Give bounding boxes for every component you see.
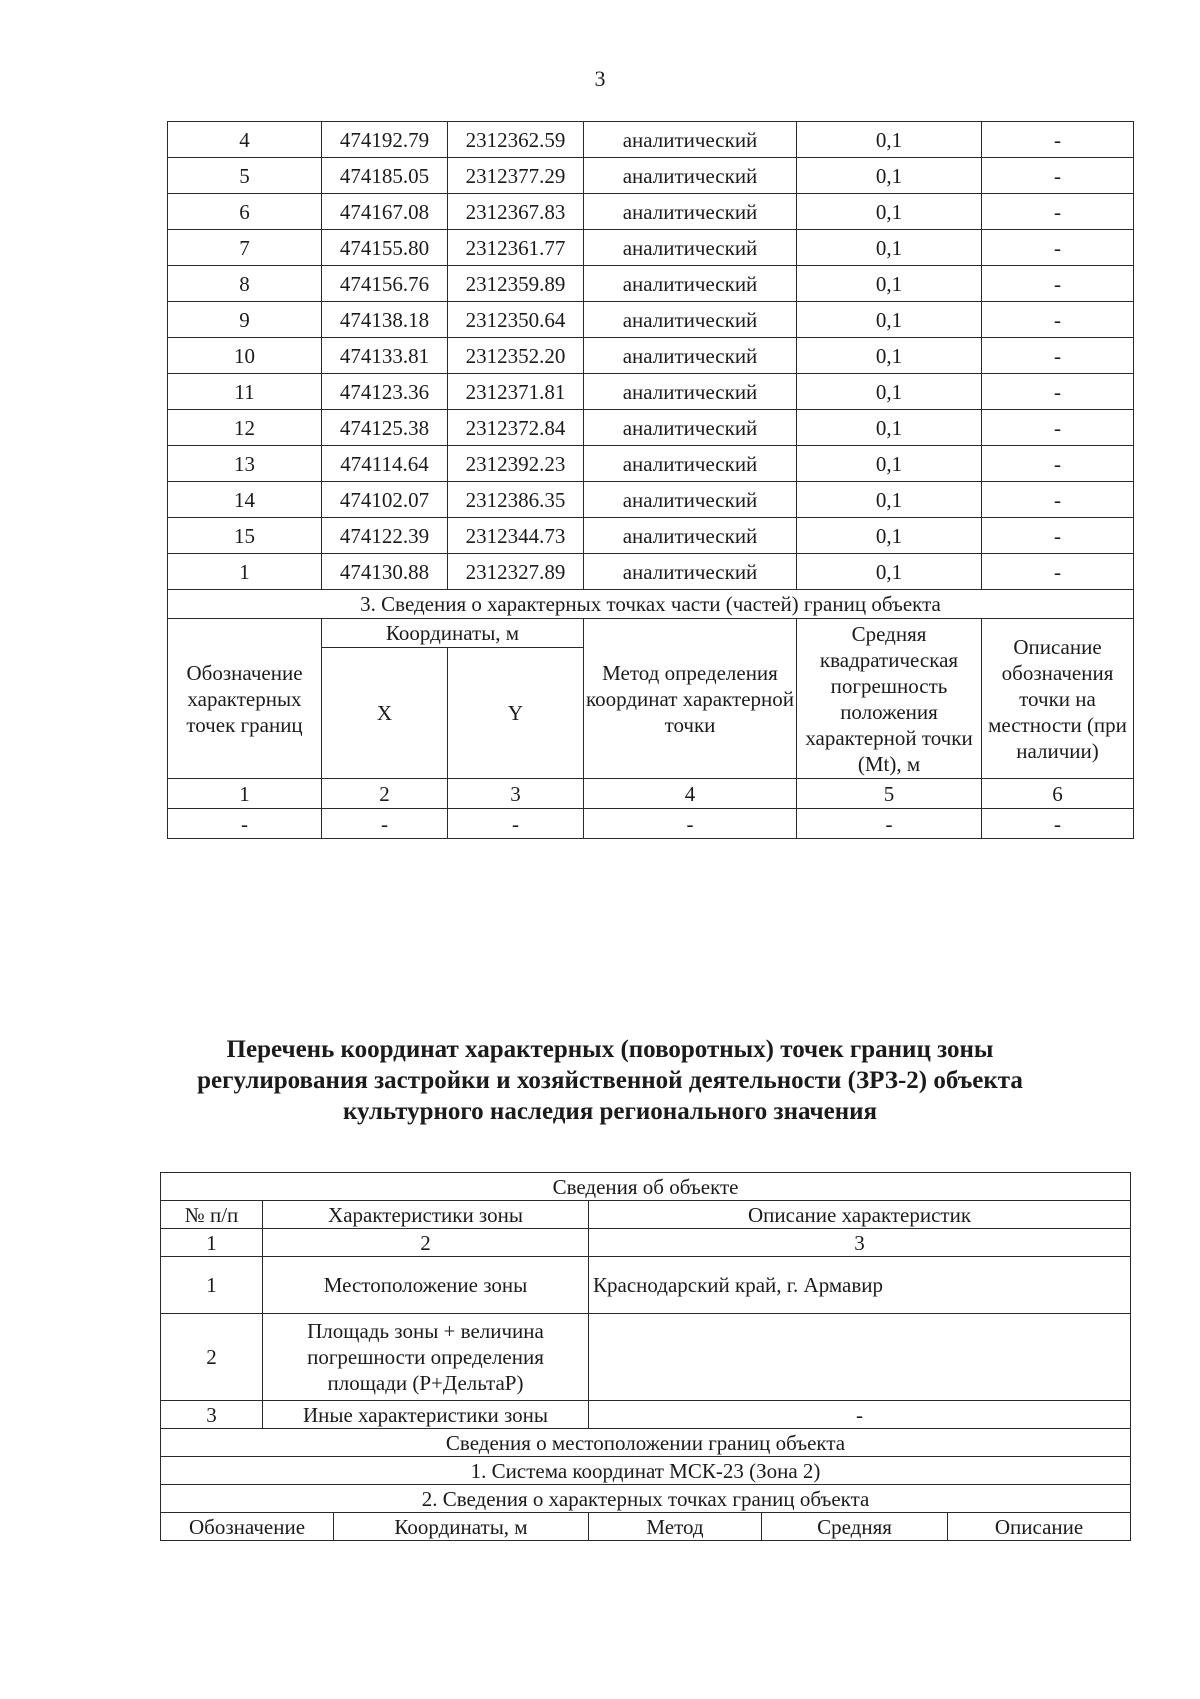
point-number: 15 bbox=[168, 518, 322, 554]
zone-row-value: - bbox=[589, 1401, 1131, 1429]
column-number: 6 bbox=[982, 779, 1134, 809]
column-number: 4 bbox=[584, 779, 797, 809]
bottom-header-description: Описание bbox=[948, 1513, 1131, 1541]
point-description: - bbox=[982, 194, 1134, 230]
point-error: 0,1 bbox=[797, 302, 982, 338]
zone-row bbox=[161, 1401, 1131, 1429]
point-description: - bbox=[982, 518, 1134, 554]
point-method: аналитический bbox=[584, 302, 797, 338]
point-error: 0,1 bbox=[797, 158, 982, 194]
point-method: аналитический bbox=[584, 482, 797, 518]
point-y: 2312352.20 bbox=[448, 338, 584, 374]
point-error: 0,1 bbox=[797, 230, 982, 266]
point-description: - bbox=[982, 554, 1134, 590]
point-method: аналитический bbox=[584, 158, 797, 194]
point-method: аналитический bbox=[584, 410, 797, 446]
point-number: 8 bbox=[168, 266, 322, 302]
point-number: 5 bbox=[168, 158, 322, 194]
header-x: X bbox=[322, 648, 448, 779]
column-numbers-row bbox=[168, 779, 1134, 809]
point-row bbox=[168, 230, 1134, 266]
point-row bbox=[168, 518, 1134, 554]
location-title: Сведения о местоположении границ объекта bbox=[161, 1429, 1131, 1457]
bottom-header-designation: Обозначение bbox=[161, 1513, 334, 1541]
point-x: 474155.80 bbox=[322, 230, 448, 266]
column-number: 5 bbox=[797, 779, 982, 809]
empty-cell: - bbox=[797, 809, 982, 839]
point-x: 474185.05 bbox=[322, 158, 448, 194]
column-number: 2 bbox=[263, 1229, 589, 1257]
boundary-points-table bbox=[167, 121, 1134, 839]
point-error: 0,1 bbox=[797, 122, 982, 158]
point-y: 2312386.35 bbox=[448, 482, 584, 518]
zone-row-value bbox=[589, 1314, 1131, 1401]
point-error: 0,1 bbox=[797, 194, 982, 230]
parts-section bbox=[168, 590, 1134, 839]
point-description: - bbox=[982, 266, 1134, 302]
point-x: 474192.79 bbox=[322, 122, 448, 158]
point-number: 9 bbox=[168, 302, 322, 338]
point-x: 474122.39 bbox=[322, 518, 448, 554]
point-description: - bbox=[982, 482, 1134, 518]
column-number: 1 bbox=[168, 779, 322, 809]
point-x: 474125.38 bbox=[322, 410, 448, 446]
zone-row bbox=[161, 1314, 1131, 1401]
bottom-header-row bbox=[161, 1513, 1131, 1541]
header-characteristics: Характеристики зоны bbox=[263, 1201, 589, 1229]
point-method: аналитический bbox=[584, 518, 797, 554]
zone-row-name: Местоположение зоны bbox=[263, 1257, 589, 1314]
point-number: 14 bbox=[168, 482, 322, 518]
point-x: 474138.18 bbox=[322, 302, 448, 338]
page-number: 3 bbox=[594, 66, 606, 91]
point-y: 2312327.89 bbox=[448, 554, 584, 590]
point-row bbox=[168, 374, 1134, 410]
zone-row bbox=[161, 1257, 1131, 1314]
point-error: 0,1 bbox=[797, 374, 982, 410]
point-row bbox=[168, 194, 1134, 230]
coord-system: 1. Система координат МСК-23 (Зона 2) bbox=[161, 1457, 1131, 1485]
points-table-body bbox=[168, 122, 1134, 590]
zone-heading: Перечень координат характерных (поворотных) точек границ зоны регулирования застройки и хозяйственной деятельности (ЗРЗ-2) объекта культурного наследия регионального значения bbox=[197, 1036, 1023, 1125]
header-method: Метод определения координат характерной точки bbox=[584, 619, 797, 779]
point-description: - bbox=[982, 338, 1134, 374]
column-number: 3 bbox=[589, 1229, 1131, 1257]
point-description: - bbox=[982, 410, 1134, 446]
empty-cell: - bbox=[982, 809, 1134, 839]
point-number: 10 bbox=[168, 338, 322, 374]
point-description: - bbox=[982, 446, 1134, 482]
point-error: 0,1 bbox=[797, 482, 982, 518]
zone-row-value: Краснодарский край, г. Армавир bbox=[589, 1257, 1131, 1314]
point-method: аналитический bbox=[584, 446, 797, 482]
header-designation: Обозначение характерных точек границ bbox=[168, 619, 322, 779]
point-y: 2312361.77 bbox=[448, 230, 584, 266]
section3-title: 3. Сведения о характерных точках части (частей) границ объекта bbox=[168, 590, 1134, 619]
point-method: аналитический bbox=[584, 554, 797, 590]
point-y: 2312362.59 bbox=[448, 122, 584, 158]
point-error: 0,1 bbox=[797, 518, 982, 554]
column-number: 1 bbox=[161, 1229, 263, 1257]
point-y: 2312377.29 bbox=[448, 158, 584, 194]
point-number: 7 bbox=[168, 230, 322, 266]
zone-row-num: 1 bbox=[161, 1257, 263, 1314]
empty-cell: - bbox=[168, 809, 322, 839]
point-row bbox=[168, 158, 1134, 194]
header-y: Y bbox=[448, 648, 584, 779]
object-info-title: Сведения об объекте bbox=[161, 1173, 1131, 1201]
point-number: 4 bbox=[168, 122, 322, 158]
empty-cell: - bbox=[448, 809, 584, 839]
point-row bbox=[168, 266, 1134, 302]
point-x: 474123.36 bbox=[322, 374, 448, 410]
zone-row-num: 3 bbox=[161, 1401, 263, 1429]
point-number: 13 bbox=[168, 446, 322, 482]
point-row bbox=[168, 122, 1134, 158]
column-number: 2 bbox=[322, 779, 448, 809]
bottom-header-method: Метод bbox=[589, 1513, 762, 1541]
point-row bbox=[168, 446, 1134, 482]
section2-title: 2. Сведения о характерных точках границ объекта bbox=[161, 1485, 1131, 1513]
point-row bbox=[168, 302, 1134, 338]
point-row bbox=[168, 482, 1134, 518]
point-description: - bbox=[982, 374, 1134, 410]
point-number: 6 bbox=[168, 194, 322, 230]
point-row bbox=[168, 410, 1134, 446]
header-char-description: Описание характеристик bbox=[589, 1201, 1131, 1229]
zone-row-name: Иные характеристики зоны bbox=[263, 1401, 589, 1429]
point-x: 474130.88 bbox=[322, 554, 448, 590]
point-error: 0,1 bbox=[797, 446, 982, 482]
point-y: 2312344.73 bbox=[448, 518, 584, 554]
column-number: 3 bbox=[448, 779, 584, 809]
point-x: 474133.81 bbox=[322, 338, 448, 374]
point-method: аналитический bbox=[584, 374, 797, 410]
point-description: - bbox=[982, 302, 1134, 338]
point-method: аналитический bbox=[584, 266, 797, 302]
empty-cell: - bbox=[584, 809, 797, 839]
point-method: аналитический bbox=[584, 230, 797, 266]
point-y: 2312359.89 bbox=[448, 266, 584, 302]
header-description: Описание обозначения точки на местности (при наличии) bbox=[982, 619, 1134, 779]
point-method: аналитический bbox=[584, 194, 797, 230]
point-x: 474167.08 bbox=[322, 194, 448, 230]
point-x: 474114.64 bbox=[322, 446, 448, 482]
bottom-header-coordinates: Координаты, м bbox=[334, 1513, 589, 1541]
zone-info-table bbox=[160, 1172, 1131, 1541]
empty-cell: - bbox=[322, 809, 448, 839]
point-y: 2312350.64 bbox=[448, 302, 584, 338]
point-row bbox=[168, 338, 1134, 374]
empty-row bbox=[168, 809, 1134, 839]
point-method: аналитический bbox=[584, 338, 797, 374]
point-error: 0,1 bbox=[797, 554, 982, 590]
point-description: - bbox=[982, 230, 1134, 266]
point-y: 2312371.81 bbox=[448, 374, 584, 410]
point-error: 0,1 bbox=[797, 266, 982, 302]
point-description: - bbox=[982, 158, 1134, 194]
bottom-header-error: Средняя bbox=[762, 1513, 948, 1541]
point-description: - bbox=[982, 122, 1134, 158]
point-error: 0,1 bbox=[797, 410, 982, 446]
point-y: 2312372.84 bbox=[448, 410, 584, 446]
point-error: 0,1 bbox=[797, 338, 982, 374]
point-x: 474102.07 bbox=[322, 482, 448, 518]
point-y: 2312367.83 bbox=[448, 194, 584, 230]
zone-row-num: 2 bbox=[161, 1314, 263, 1401]
zone-row-name: Площадь зоны + величина погрешности определения площади (P+ДельтаP) bbox=[263, 1314, 589, 1401]
point-x: 474156.76 bbox=[322, 266, 448, 302]
point-y: 2312392.23 bbox=[448, 446, 584, 482]
point-method: аналитический bbox=[584, 122, 797, 158]
header-num: № п/п bbox=[161, 1201, 263, 1229]
point-row bbox=[168, 554, 1134, 590]
header-coordinates: Координаты, м bbox=[322, 619, 584, 648]
point-number: 11 bbox=[168, 374, 322, 410]
point-number: 1 bbox=[168, 554, 322, 590]
header-error: Средняя квадратическая погрешность положения характерной точки (Mt), м bbox=[797, 619, 982, 779]
point-number: 12 bbox=[168, 410, 322, 446]
